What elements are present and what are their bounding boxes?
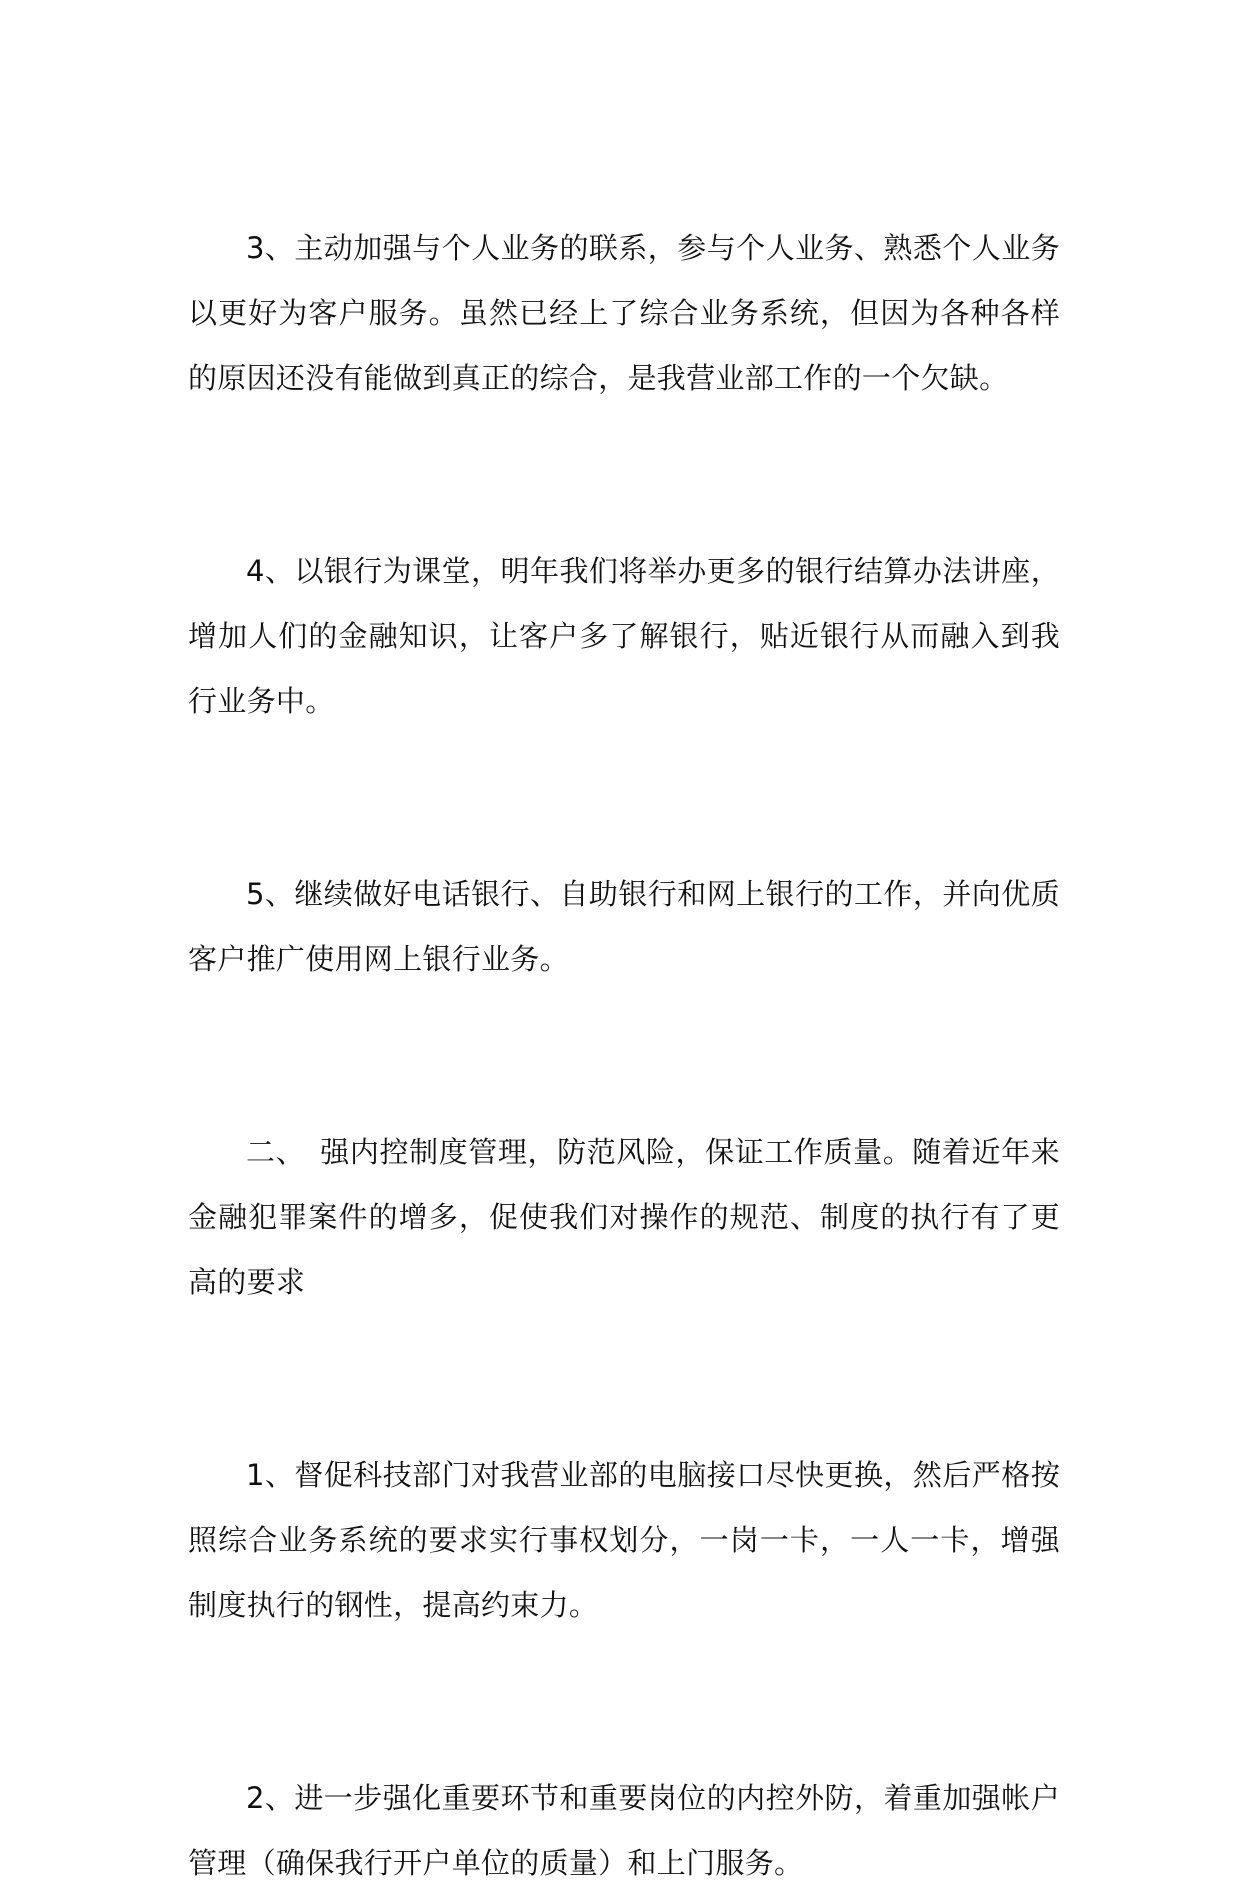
paragraph-5-electronic-banking: 5、继续做好电话银行、自助银行和网上银行的工作，并向优质客户推广使用网上银行业务。 xyxy=(188,877,1060,976)
document-body xyxy=(188,216,1060,1896)
paragraph-spacer xyxy=(188,1638,1060,1766)
paragraph-spacer xyxy=(188,734,1060,862)
paragraph-4-bank-classroom: 4、以银行为课堂，明年我们将举办更多的银行结算办法讲座，增加人们的金融知识，让客户多了解银行，贴近银行从而融入到我行业务中。 xyxy=(188,554,1060,718)
paragraph-2-key-positions: 2、进一步强化重要环节和重要岗位的内控外防，着重加强帐户管理（确保我行开户单位的质量）和上门服务。 xyxy=(188,1781,1060,1880)
paragraph-spacer xyxy=(188,411,1060,539)
section-2-internal-control: 二、 强内控制度管理，防范风险，保证工作质量。随着近年来金融犯罪案件的增多，促使我们对操作的规范、制度的执行有了更高的要求 xyxy=(188,1135,1060,1299)
paragraph-spacer xyxy=(188,1315,1060,1443)
paragraph-spacer xyxy=(188,992,1060,1120)
paragraph-1-computer-interface: 1、督促科技部门对我营业部的电脑接口尽快更换，然后严格按照综合业务系统的要求实行事权划分，一岗一卡，一人一卡，增强制度执行的钢性，提高约束力。 xyxy=(188,1458,1060,1622)
paragraph-3-personal-business: 3、主动加强与个人业务的联系，参与个人业务、熟悉个人业务以更好为客户服务。虽然已经上了综合业务系统，但因为各种各样的原因还没有能做到真正的综合，是我营业部工作的一个欠缺。 xyxy=(188,231,1060,395)
